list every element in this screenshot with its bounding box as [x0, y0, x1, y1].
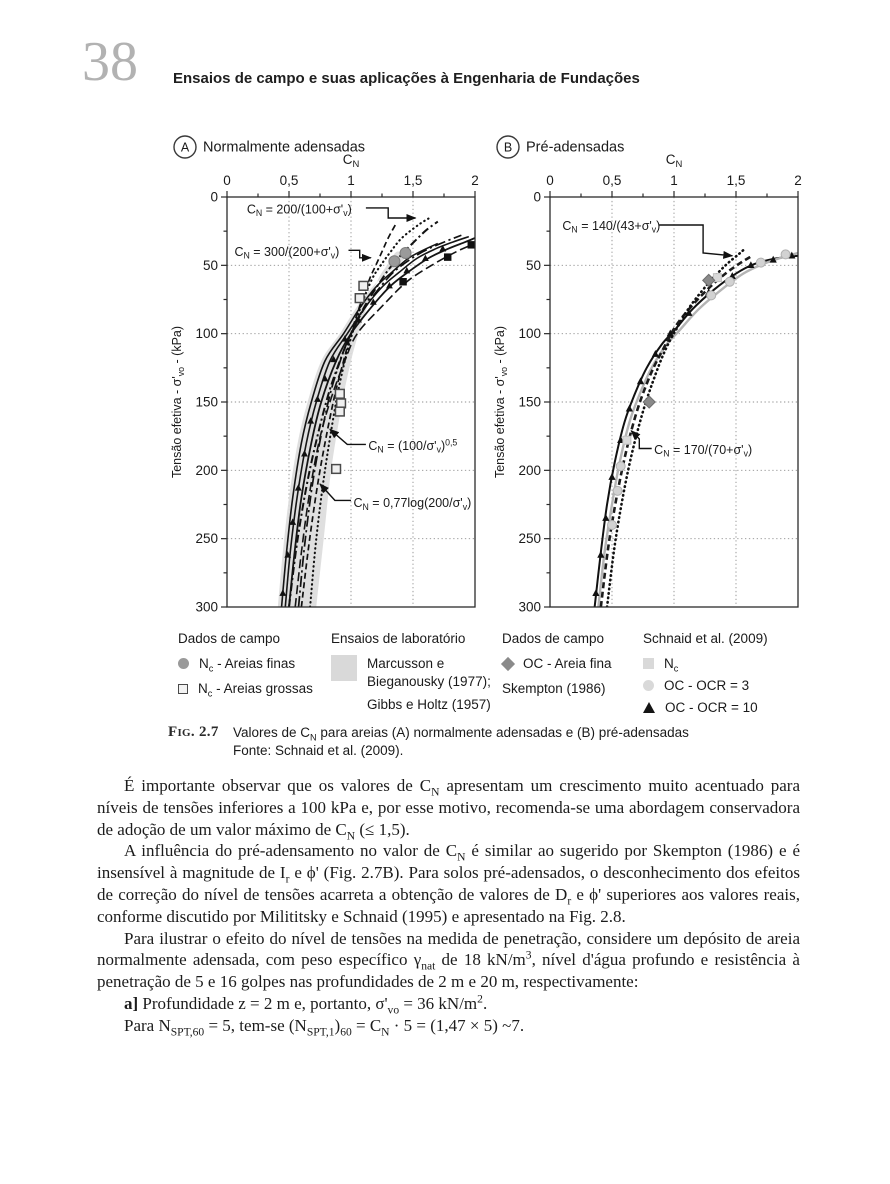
diamond-marker-icon: [501, 656, 515, 670]
y-tick-label: 100: [195, 326, 218, 342]
legend-lab-line: Marcusson e: [367, 656, 445, 671]
scatter-ocr3-circles: [608, 250, 791, 530]
open-square-marker-icon: [178, 684, 188, 694]
y-tick-label: 150: [518, 394, 541, 410]
x-tick-label: 2: [471, 173, 479, 188]
y-tick-label: 200: [195, 462, 218, 478]
chart-panel-a: [165, 133, 490, 625]
x-axis-title: $C_N$: [342, 152, 360, 170]
legend-schnaid: [643, 630, 768, 721]
x-tick-label: 0,5: [279, 173, 299, 188]
legend-item-label: $N_c$: [664, 656, 679, 674]
legend-item: [178, 680, 313, 697]
legend-title: Dados de campo: [502, 631, 605, 646]
light-square-marker-icon: [643, 658, 654, 669]
lab-tests-envelope: [278, 251, 405, 607]
legend-item: [178, 655, 313, 672]
annotation-label: $C_N = 300/(200+\sigma'_v)$: [234, 244, 340, 261]
legend-item: [643, 655, 768, 672]
legend-item-label: $N_c$ - Areias grossas: [198, 681, 313, 699]
y-axis-title: Tensão efetiva - $\sigma'_{vo} - (kPa)$: [493, 325, 509, 479]
figure-caption-label: Fig. 2.7: [168, 724, 219, 740]
x-tick-label: 1,5: [403, 173, 423, 188]
axis-ticks: [544, 191, 798, 607]
legend-item: [502, 655, 612, 672]
legend-title: Ensaios de laboratório: [331, 631, 466, 646]
y-axis-title: Tensão efetiva - $\sigma'_{vo} - (kPa)$: [170, 325, 186, 479]
body-text: [97, 775, 800, 1037]
figure-caption: [168, 724, 689, 760]
annotation-ann-300: [234, 245, 370, 261]
x-tick-label: 0: [546, 173, 554, 188]
x-tick-label: 0: [223, 173, 231, 188]
legend-lab-line: Gibbs e Holtz (1957): [367, 697, 491, 712]
black-triangle-marker-icon: [643, 702, 655, 713]
paragraph: A influência do pré-adensamento no valor de $C_N$ é similar ao sugerido por Skempton (1986) e é insensível à magnitude de $I_r$ e ϕ' (Fig. 2.7B). Para solos pré-adensados, o desconhecimento dos efeitos de correção do nível de tensões acarreta a obtenção de valores de $D_r$ e ϕ' superiores aos valores reais, conforme discutido por Milititsky e Schnaid (1995) e apresentado na Fig. 2.8.: [97, 841, 801, 926]
gray-band-swatch-icon: [331, 655, 357, 681]
x-tick-label: 0,5: [602, 173, 622, 188]
paragraph: É importante observar que os valores de $C_N$ apresentam um crescimento muito acentuado para níveis de tensões inferiores a 100 kPa e, por esse motivo, recomenda-se uma abordagem conservadora de adoção de um valor máximo de $C_N$ (≤ 1,5).: [97, 776, 800, 842]
legend-field-data-a: [178, 630, 313, 705]
y-tick-label: 250: [195, 531, 218, 547]
y-tick-label: 100: [518, 326, 541, 342]
annotation-label: $C_N = 140/(43+\sigma'_v)$: [562, 218, 661, 235]
legend-lab-tests: [331, 630, 491, 713]
annotation-label: $C_N = 200/(100+\sigma'_v)$: [246, 202, 352, 219]
panel-title: Normalmente adensadas: [203, 139, 366, 156]
legend-title: Schnaid et al. (2009): [643, 631, 768, 646]
x-tick-label: 1: [347, 173, 355, 188]
panel-label-letter: B: [503, 140, 513, 155]
annotation-ann-200: [247, 202, 416, 218]
legend-item: [643, 677, 768, 694]
figure-caption-source: Fonte: Schnaid et al. (2009).: [233, 743, 404, 758]
paragraph: a] Profundidade z = 2 m e, portanto, $\sigma'_{vo} = 36$ $kN/m^2$.: [124, 992, 488, 1017]
y-tick-label: 0: [533, 189, 541, 205]
legend-lab-line: Bieganousky (1977);: [367, 674, 491, 689]
legend-note: Skempton (1986): [502, 681, 606, 696]
legend-field-data-b: [502, 630, 612, 697]
legend-item-label: OC - Areia fina: [523, 656, 612, 671]
y-tick-label: 200: [518, 462, 541, 478]
figure-caption-text: Valores de $C_N$ para areias (A) normalmente adensadas e (B) pré-adensadas: [233, 725, 689, 743]
annotation-ann-170: [631, 431, 752, 459]
x-tick-label: 1,5: [726, 173, 746, 188]
y-tick-label: 300: [518, 599, 541, 615]
y-tick-label: 250: [518, 531, 541, 547]
paragraph: Para $N_{SPT,60} = 5$, tem-se $(N_{SPT,1})_{60} = C_N \cdot 5 = (1,47 \times 5)$ ~7.: [124, 1015, 525, 1039]
legend-item-label: OC - OCR = 10: [665, 700, 758, 715]
light-circle-marker-icon: [643, 680, 654, 691]
legend-item: [643, 699, 768, 716]
x-tick-label: 1: [670, 173, 678, 188]
annotation-ann-log: [320, 484, 471, 512]
legend-title: Dados de campo: [178, 631, 281, 646]
curve-oc-ocr10-solid: [595, 256, 798, 607]
scatter-nc-squares: [623, 274, 722, 445]
panel-label-letter: A: [180, 140, 190, 155]
x-tick-label: 2: [794, 173, 802, 188]
legend-item-label: $N_c$ - Areias finas: [199, 656, 296, 674]
x-axis-title: $C_N$: [665, 152, 683, 170]
y-tick-label: 50: [525, 257, 541, 273]
curve-cn-140-43: [601, 256, 752, 607]
y-tick-label: 150: [195, 394, 218, 410]
paragraph: Para ilustrar o efeito do nível de tensões na medida de penetração, considere um depósito de areia normalmente adensada, com peso específico $\gamma_{nat}$ de 18 $kN/m^3$, nível d'água profundo e resistência à penetração de 5 e 16 golpes nas profundidades de 2 m e 20 m, respectivamente:: [97, 928, 800, 992]
chart-svg-B: [488, 133, 813, 625]
page-number: 38: [82, 31, 138, 93]
annotation-label: $C_N = 0,77\log(200/\sigma'_v)$: [353, 496, 472, 512]
chart-panel-b: [488, 133, 813, 625]
curve-oc-ocr3-gray: [598, 253, 798, 607]
legend-item-label: OC - OCR = 3: [664, 678, 750, 693]
chart-svg-A: [165, 133, 490, 625]
running-header: Ensaios de campo e suas aplicações à Engenharia de Fundações: [173, 70, 640, 87]
panel-title: Pré-adensadas: [526, 139, 625, 156]
filled-circle-marker-icon: [178, 658, 189, 669]
y-tick-label: 0: [210, 189, 218, 205]
y-tick-label: 50: [202, 257, 218, 273]
annotation-ann-140: [562, 219, 732, 256]
annotation-label: $C_N = 170/(70+\sigma'_v)$: [654, 442, 753, 459]
annotation-ann-sqrt: [330, 429, 458, 454]
y-tick-label: 300: [195, 599, 218, 615]
annotation-label: $C_N = (100/\sigma'_v)^{0,5}$: [368, 437, 458, 455]
